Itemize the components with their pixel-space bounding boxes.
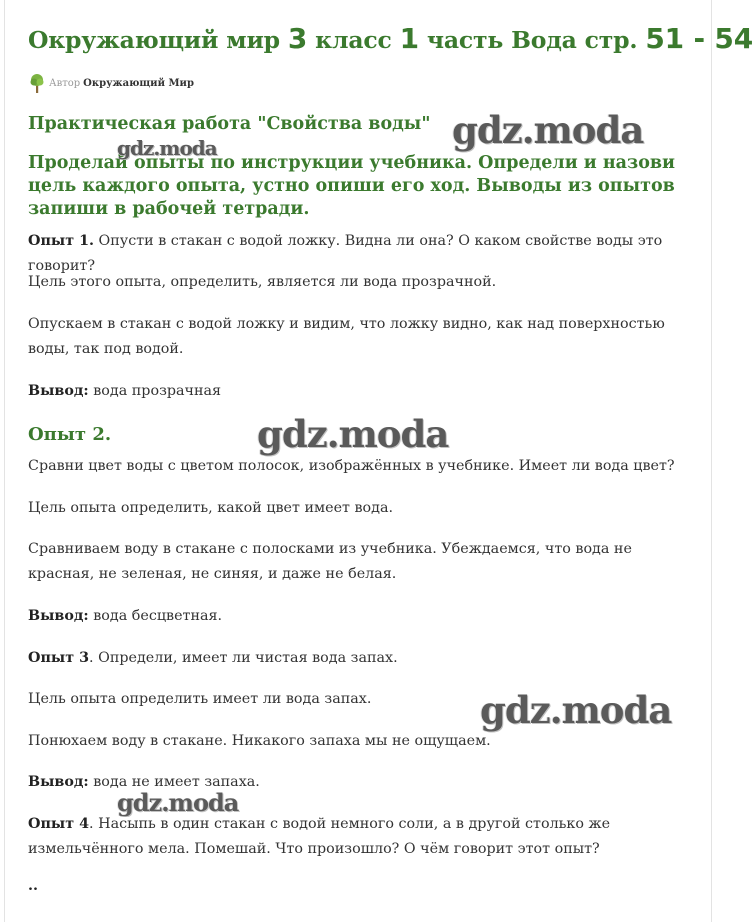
watermark: gdz.moda <box>452 108 644 152</box>
text-cutoff: .. <box>28 878 38 894</box>
watermark: gdz.moda <box>117 788 239 817</box>
exp2-process: Сравниваем воду в стакане с полосками из учебника. Убеждаемся, что вода не красная, не зеленая, не синяя, и даже не белая. <box>28 541 632 582</box>
exp2-heading: Опыт 2. <box>28 424 112 445</box>
author-link[interactable]: Окружающий Мир <box>83 77 194 89</box>
exp4-question: Опыт 4. Насыпь в один стакан с водой немного соли, а в другой столько же измельчённого мела. Помешай. Что произошло? О чём говорит этот опыт? <box>28 816 611 857</box>
author-label: Автор <box>49 77 81 89</box>
exp1-question: Опыт 1. Опусти в стакан с водой ложку. Видна ли она? О каком свойстве воды это говорит? <box>28 233 663 274</box>
practical-title: Практическая работа "Свойства воды" <box>28 114 431 134</box>
exp1-goal: Цель этого опыта, определить, является ли вода прозрачной. <box>28 274 497 290</box>
author-line <box>29 72 194 94</box>
watermark: gdz.moda <box>480 688 672 732</box>
exp3-question: Опыт 3. Определи, имеет ли чистая вода запах. <box>28 650 398 666</box>
exp3-goal: Цель опыта определить имеет ли вода запах. <box>28 691 372 707</box>
tree-icon <box>29 73 45 93</box>
exp3-conclusion: Вывод: вода не имеет запаха. <box>28 774 260 790</box>
exp2-goal: Цель опыта определить, какой цвет имеет вода. <box>28 500 394 516</box>
exp1-process: Опускаем в стакан с водой ложку и видим, что ложку видно, как над поверхностью воды, так под водой. <box>28 316 665 357</box>
watermark: gdz.moda <box>257 412 449 456</box>
task-heading: Проделай опыты по инструкции учебника. Определи и назови цель каждого опыта, устно опиши его ход. Выводы из опытов запиши в рабочей тетради. <box>28 153 676 219</box>
exp2-conclusion: Вывод: вода бесцветная. <box>28 608 223 624</box>
exp3-process: Понюхаем воду в стакане. Никакого запаха мы не ощущаем. <box>28 733 491 749</box>
exp2-question: Сравни цвет воды с цветом полосок, изображённых в учебнике. Имеет ли вода цвет? <box>28 458 675 474</box>
exp1-conclusion: Вывод: вода прозрачная <box>28 383 222 399</box>
watermark: gdz.moda <box>117 136 217 160</box>
page-title: Окружающий мир 3 класс 1 часть Вода стр. 51 - 54 <box>28 22 753 55</box>
